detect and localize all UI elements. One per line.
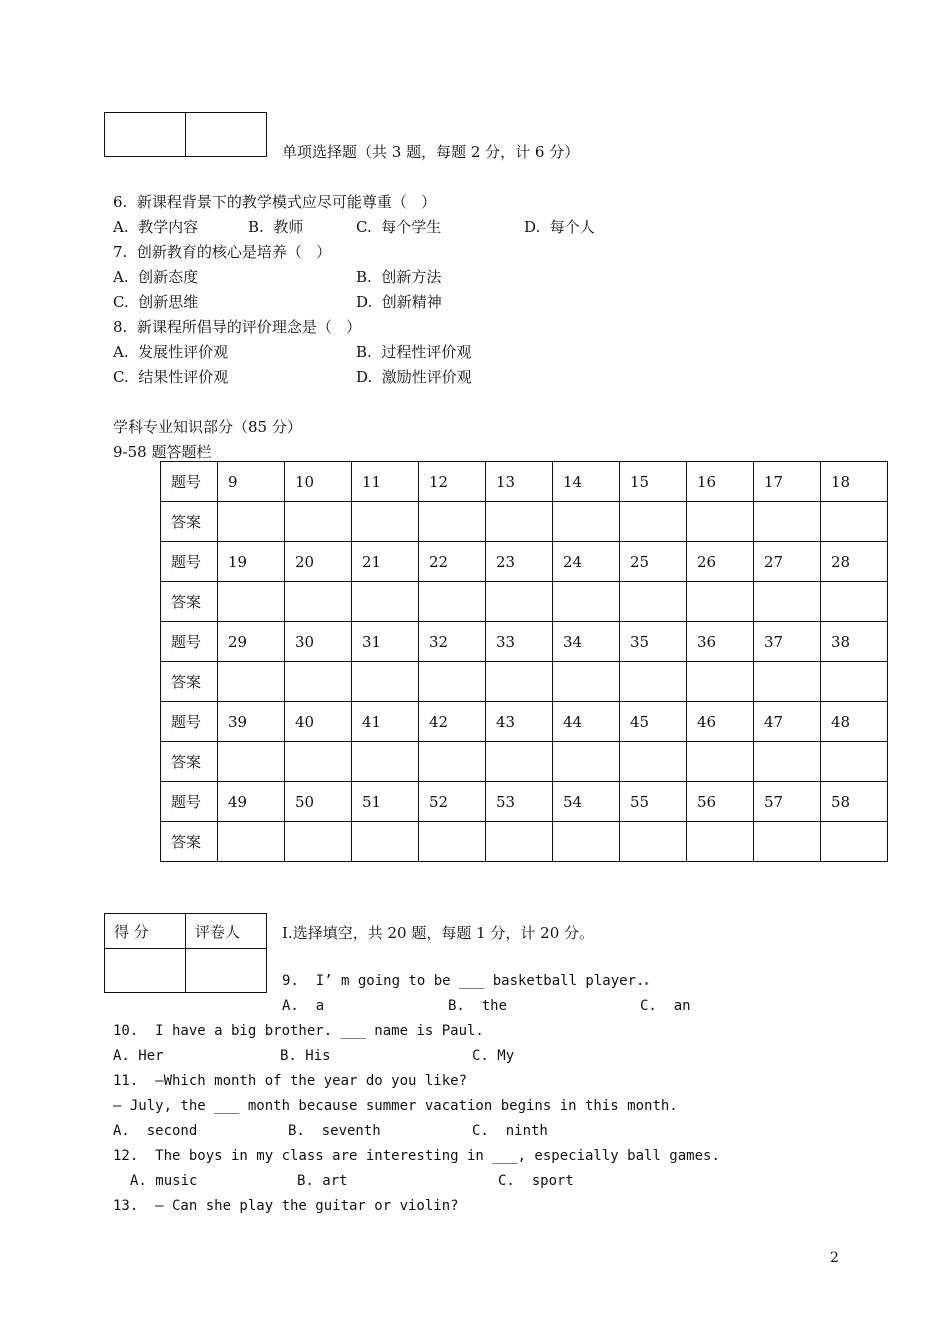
q12-option-c: C. sport bbox=[498, 1173, 574, 1189]
row-label-number: 题号 bbox=[161, 782, 218, 822]
grader-label: 评卷人 bbox=[186, 914, 267, 949]
answer-cell[interactable] bbox=[285, 502, 352, 542]
answer-cell[interactable] bbox=[687, 742, 754, 782]
grid-answer-row bbox=[161, 822, 888, 862]
question-number-cell: 30 bbox=[285, 622, 352, 662]
question-number-cell: 15 bbox=[620, 462, 687, 502]
answer-cell[interactable] bbox=[821, 742, 888, 782]
q11-option-b: B. seventh bbox=[288, 1123, 381, 1139]
question-number-cell: 39 bbox=[218, 702, 285, 742]
question-number-cell: 48 bbox=[821, 702, 888, 742]
answer-cell[interactable] bbox=[486, 822, 553, 862]
page-number: 2 bbox=[830, 1250, 839, 1266]
question-number-cell: 58 bbox=[821, 782, 888, 822]
question-number-cell: 29 bbox=[218, 622, 285, 662]
question-number-cell: 54 bbox=[553, 782, 620, 822]
question-number-cell: 13 bbox=[486, 462, 553, 502]
answer-cell[interactable] bbox=[285, 822, 352, 862]
question-number-cell: 36 bbox=[687, 622, 754, 662]
question-number-cell: 44 bbox=[553, 702, 620, 742]
q7-option-c: C. 创新思维 bbox=[113, 293, 199, 311]
q9-option-c: C. an bbox=[640, 998, 691, 1014]
question-number-cell: 57 bbox=[754, 782, 821, 822]
answer-cell[interactable] bbox=[620, 662, 687, 702]
q6-option-d: D. 每个人 bbox=[524, 218, 595, 236]
question-number-cell: 17 bbox=[754, 462, 821, 502]
answer-cell[interactable] bbox=[419, 662, 486, 702]
row-label-answer: 答案 bbox=[161, 662, 218, 702]
q6-option-a: A. 教学内容 bbox=[113, 218, 199, 236]
question-number-cell: 47 bbox=[754, 702, 821, 742]
row-label-answer: 答案 bbox=[161, 742, 218, 782]
answer-cell[interactable] bbox=[821, 502, 888, 542]
row-label-number: 题号 bbox=[161, 462, 218, 502]
answer-cell[interactable] bbox=[687, 822, 754, 862]
answer-cell[interactable] bbox=[419, 502, 486, 542]
score-cell bbox=[105, 113, 186, 157]
question-number-cell: 18 bbox=[821, 462, 888, 502]
question-number-cell: 27 bbox=[754, 542, 821, 582]
q9-stem: 9. I’ m going to be ___ basketball player. bbox=[282, 973, 648, 989]
question-number-cell: 50 bbox=[285, 782, 352, 822]
question-number-cell: 25 bbox=[620, 542, 687, 582]
grid-number-row bbox=[161, 542, 888, 582]
q8-option-c: C. 结果性评价观 bbox=[113, 368, 229, 386]
grid-answer-row bbox=[161, 582, 888, 622]
answer-cell[interactable] bbox=[419, 742, 486, 782]
grid-answer-row bbox=[161, 502, 888, 542]
question-number-cell: 19 bbox=[218, 542, 285, 582]
question-number-cell: 20 bbox=[285, 542, 352, 582]
grid-answer-row bbox=[161, 662, 888, 702]
question-number-cell: 43 bbox=[486, 702, 553, 742]
q6-option-b: B. 教师 bbox=[248, 218, 304, 236]
q8-option-d: D. 激励性评价观 bbox=[356, 368, 472, 386]
question-number-cell: 12 bbox=[419, 462, 486, 502]
answer-cell[interactable] bbox=[687, 582, 754, 622]
q11-option-a: A. second bbox=[113, 1123, 198, 1139]
answer-cell[interactable] bbox=[218, 742, 285, 782]
answer-cell[interactable] bbox=[553, 582, 620, 622]
answer-cell[interactable] bbox=[620, 502, 687, 542]
q8-option-b: B. 过程性评价观 bbox=[356, 343, 472, 361]
q9-option-a: A. a bbox=[282, 998, 325, 1014]
q11-stem: 11. —Which month of the year do you like? bbox=[113, 1073, 468, 1089]
answer-cell[interactable] bbox=[687, 502, 754, 542]
q12-option-a: A. music bbox=[130, 1173, 198, 1189]
q9-option-b: B. the bbox=[448, 998, 508, 1014]
question-number-cell: 56 bbox=[687, 782, 754, 822]
question-number-cell: 24 bbox=[553, 542, 620, 582]
answer-cell[interactable] bbox=[285, 582, 352, 622]
grid-answer-row bbox=[161, 742, 888, 782]
grader-cell bbox=[186, 949, 267, 993]
score-cell bbox=[105, 949, 186, 993]
q6-stem: 6. 新课程背景下的教学模式应尽可能尊重（ ） bbox=[113, 193, 437, 211]
answer-grid bbox=[160, 461, 888, 862]
score-label: 得 分 bbox=[105, 914, 186, 949]
row-label-number: 题号 bbox=[161, 542, 218, 582]
question-number-cell: 33 bbox=[486, 622, 553, 662]
question-number-cell: 9 bbox=[218, 462, 285, 502]
answer-cell[interactable] bbox=[486, 502, 553, 542]
question-number-cell: 55 bbox=[620, 782, 687, 822]
answer-cell[interactable] bbox=[218, 502, 285, 542]
q11-option-c: C. ninth bbox=[472, 1123, 548, 1139]
q11-stem-answer: — July, the ___ month because summer vacation begins in this month. bbox=[113, 1098, 678, 1114]
answer-cell[interactable] bbox=[352, 742, 419, 782]
question-number-cell: 31 bbox=[352, 622, 419, 662]
section3-title: I.选择填空，共 20 题，每题 1 分，计 20 分。 bbox=[282, 924, 595, 942]
answer-cell[interactable] bbox=[553, 822, 620, 862]
question-number-cell: 45 bbox=[620, 702, 687, 742]
answer-cell[interactable] bbox=[352, 582, 419, 622]
answer-cell[interactable] bbox=[352, 662, 419, 702]
answer-cell[interactable] bbox=[620, 582, 687, 622]
question-number-cell: 35 bbox=[620, 622, 687, 662]
row-label-answer: 答案 bbox=[161, 502, 218, 542]
answer-cell[interactable] bbox=[553, 662, 620, 702]
answer-cell[interactable] bbox=[285, 742, 352, 782]
answer-cell[interactable] bbox=[821, 662, 888, 702]
row-label-answer: 答案 bbox=[161, 822, 218, 862]
q10-option-a: A. Her bbox=[113, 1048, 164, 1064]
question-number-cell: 14 bbox=[553, 462, 620, 502]
answer-grid-title: 9-58 题答题栏 bbox=[113, 443, 212, 461]
question-number-cell: 41 bbox=[352, 702, 419, 742]
answer-cell[interactable] bbox=[620, 822, 687, 862]
answer-cell[interactable] bbox=[754, 582, 821, 622]
question-number-cell: 11 bbox=[352, 462, 419, 502]
question-number-cell: 37 bbox=[754, 622, 821, 662]
q8-option-a: A. 发展性评价观 bbox=[113, 343, 229, 361]
question-number-cell: 21 bbox=[352, 542, 419, 582]
grader-cell bbox=[186, 113, 267, 157]
answer-cell[interactable] bbox=[754, 822, 821, 862]
q12-stem: 12. The boys in my class are interesting in ___, especially ball games. bbox=[113, 1148, 720, 1164]
question-number-cell: 46 bbox=[687, 702, 754, 742]
answer-cell[interactable] bbox=[754, 742, 821, 782]
q8-stem: 8. 新课程所倡导的评价理念是（ ） bbox=[113, 318, 362, 336]
question-number-cell: 32 bbox=[419, 622, 486, 662]
grid-number-row bbox=[161, 622, 888, 662]
answer-cell[interactable] bbox=[218, 822, 285, 862]
answer-cell[interactable] bbox=[821, 822, 888, 862]
question-number-cell: 16 bbox=[687, 462, 754, 502]
answer-cell[interactable] bbox=[285, 662, 352, 702]
question-number-cell: 26 bbox=[687, 542, 754, 582]
section1-title: 单项选择题（共 3 题，每题 2 分，计 6 分） bbox=[282, 143, 580, 161]
question-number-cell: 23 bbox=[486, 542, 553, 582]
answer-cell[interactable] bbox=[553, 742, 620, 782]
answer-cell[interactable] bbox=[754, 502, 821, 542]
answer-cell[interactable] bbox=[486, 742, 553, 782]
q10-stem: 10. I have a big brother. ___ name is Paul. bbox=[113, 1023, 484, 1039]
answer-cell[interactable] bbox=[687, 662, 754, 702]
grid-number-row bbox=[161, 782, 888, 822]
answer-cell[interactable] bbox=[486, 582, 553, 622]
answer-cell[interactable] bbox=[553, 502, 620, 542]
answer-cell[interactable] bbox=[352, 502, 419, 542]
q7-option-a: A. 创新态度 bbox=[113, 268, 199, 286]
q12-option-b: B. art bbox=[297, 1173, 348, 1189]
grid-number-row bbox=[161, 462, 888, 502]
question-number-cell: 10 bbox=[285, 462, 352, 502]
section2-title: 学科专业知识部分（85 分） bbox=[113, 418, 302, 436]
question-number-cell: 53 bbox=[486, 782, 553, 822]
score-box-section3 bbox=[104, 913, 267, 993]
question-number-cell: 51 bbox=[352, 782, 419, 822]
row-label-number: 题号 bbox=[161, 702, 218, 742]
score-box-section1 bbox=[104, 112, 267, 157]
answer-cell[interactable] bbox=[218, 662, 285, 702]
question-number-cell: 22 bbox=[419, 542, 486, 582]
question-number-cell: 52 bbox=[419, 782, 486, 822]
question-number-cell: 42 bbox=[419, 702, 486, 742]
question-number-cell: 34 bbox=[553, 622, 620, 662]
answer-cell[interactable] bbox=[352, 822, 419, 862]
question-number-cell: 49 bbox=[218, 782, 285, 822]
question-number-cell: 40 bbox=[285, 702, 352, 742]
q10-option-b: B. His bbox=[280, 1048, 331, 1064]
answer-cell[interactable] bbox=[419, 822, 486, 862]
q7-stem: 7. 创新教育的核心是培养（ ） bbox=[113, 243, 332, 261]
row-label-answer: 答案 bbox=[161, 582, 218, 622]
answer-cell[interactable] bbox=[218, 582, 285, 622]
grid-number-row bbox=[161, 702, 888, 742]
q10-option-c: C. My bbox=[472, 1048, 515, 1064]
answer-cell[interactable] bbox=[754, 662, 821, 702]
answer-cell[interactable] bbox=[419, 582, 486, 622]
q6-option-c: C. 每个学生 bbox=[356, 218, 442, 236]
question-number-cell: 38 bbox=[821, 622, 888, 662]
answer-cell[interactable] bbox=[821, 582, 888, 622]
row-label-number: 题号 bbox=[161, 622, 218, 662]
question-number-cell: 28 bbox=[821, 542, 888, 582]
q7-option-b: B. 创新方法 bbox=[356, 268, 442, 286]
answer-cell[interactable] bbox=[620, 742, 687, 782]
q13-stem: 13. — Can she play the guitar or violin? bbox=[113, 1198, 459, 1214]
q7-option-d: D. 创新精神 bbox=[356, 293, 442, 311]
answer-cell[interactable] bbox=[486, 662, 553, 702]
mark-dot-icon bbox=[645, 982, 648, 985]
